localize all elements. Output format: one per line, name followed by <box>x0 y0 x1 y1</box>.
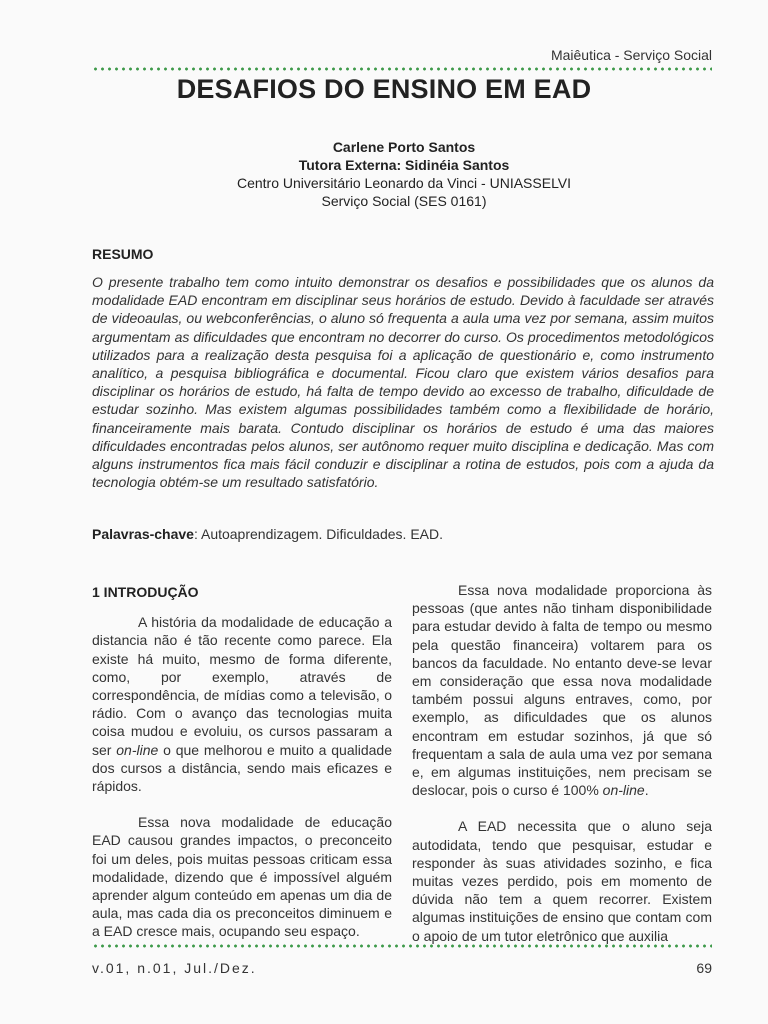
intro-paragraph-1 <box>92 613 392 795</box>
abstract-heading: RESUMO <box>92 246 154 262</box>
right-paragraph-1 <box>412 581 712 799</box>
keywords <box>92 526 443 542</box>
intro-paragraph-2: Essa nova modalidade de educação EAD causou grandes impactos, o preconceito foi um deles, pois muitas pessoas criticam essa modalidade, dizendo que é impossível alguém aprender algum conteúdo em apenas um dia de aula, mas cada dia os preconceitos diminuem e a EAD cresce mais, ocupando seu espaço. <box>92 814 392 940</box>
bottom-dotted-divider <box>92 944 712 948</box>
right-column <box>412 581 712 945</box>
author-name: Carlene Porto Santos <box>332 139 476 155</box>
keywords-value: : Autoaprendizagem. Dificuldades. EAD. <box>193 526 443 542</box>
right-p1-emphasis: on-line <box>602 782 645 799</box>
right-p1-text-b: . <box>644 782 649 799</box>
intro-p1-text-b: o que melhorou e muito a qualidade dos cursos a distância, sendo mais eficazes e rápidos. <box>92 741 392 795</box>
page-number: 69 <box>696 960 712 976</box>
volume-info: v.01, n.01, Jul./Dez. <box>92 960 257 976</box>
article-title: DESAFIOS DO ENSINO EM EAD <box>176 74 592 104</box>
intro-p1-text-a: A história da modalidade de educação a distancia não é tão recente como parece. Ela existe há muito, mesmo de forma diferente, como, por exemplo, através de correspondência, de mídias como a televisão, o rádio. Com o avanço das tecnologias muita coisa mudou e evoluiu, os cursos passaram a ser <box>92 614 392 758</box>
intro-heading: 1 INTRODUÇÃO <box>92 584 199 600</box>
intro-p1-emphasis: on-line <box>116 741 159 758</box>
top-dotted-divider <box>92 67 712 71</box>
keywords-label: Palavras-chave <box>92 526 194 542</box>
abstract-text: O presente trabalho tem como intuito demonstrar os desafios e possibilidades que os alunos da modalidade EAD encontram em disciplinar seus horários de estudo. Devido à faculdade ser através de videoaulas, ou webconferências, o aluno só frequenta a aula uma vez por semana, assim muitos argumentam as dificuldades que encontram no decorrer do curso. Os procedimentos metodológicos utilizados para a realização desta pesquisa foi a aplicação de questionário e, como instrumento analítico, a pesquisa bibliográfica e documental. Ficou claro que existem vários desafios para disciplinar os horários de estudo, há falta de tempo devido ao excesso de trabalho, dificuldade de estudar sozinho. Mas existem algumas possibilidades também como a flexibilidade de horário, financeiramente mais barata. Contudo disciplinar os horários de estudo é uma das maiores dificuldades encontradas pelos alunos, ser autônomo requer muito disciplina e dedicação. Mas com alguns instrumentos fica mais fácil conduzir e disciplinar a rotina de estudos, pois com a ajuda da tecnologia obtém-se um resultado satisfatório. <box>92 274 714 491</box>
tutor-name: Tutora Externa: Sidinéia Santos <box>298 157 510 173</box>
course: Serviço Social (SES 0161) <box>321 193 487 209</box>
byline <box>0 138 768 210</box>
right-p1-text-a: Essa nova modalidade proporciona às pessoas (que antes não tinham disponibilidade para estudar devido à falta de tempo ou mesmo pela questão financeira) voltarem para os bancos da faculdade. No entanto deve-se levar em consideração que essa nova modalidade também possui alguns entraves, como, por exemplo, as dificuldades que os alunos encontram em estudar sozinhos, já que só frequentam a sala de aula uma vez por semana e, em algumas instituições, nem precisam se deslocar, pois o curso é 100% <box>412 582 712 799</box>
institution: Centro Universitário Leonardo da Vinci - UNIASSELVI <box>236 175 572 191</box>
journal-header: Maiêutica - Serviço Social <box>550 47 712 63</box>
right-paragraph-2: A EAD necessita que o aluno seja autodidata, tendo que pesquisar, estudar e responder às suas atividades sozinho, e fica muitas vezes perdido, pois em momento de dúvida não tem a quem recorrer. Existem algumas instituições de ensino que contam com o apoio de um tutor eletrônico que auxilia <box>412 818 712 944</box>
left-column <box>92 583 392 941</box>
